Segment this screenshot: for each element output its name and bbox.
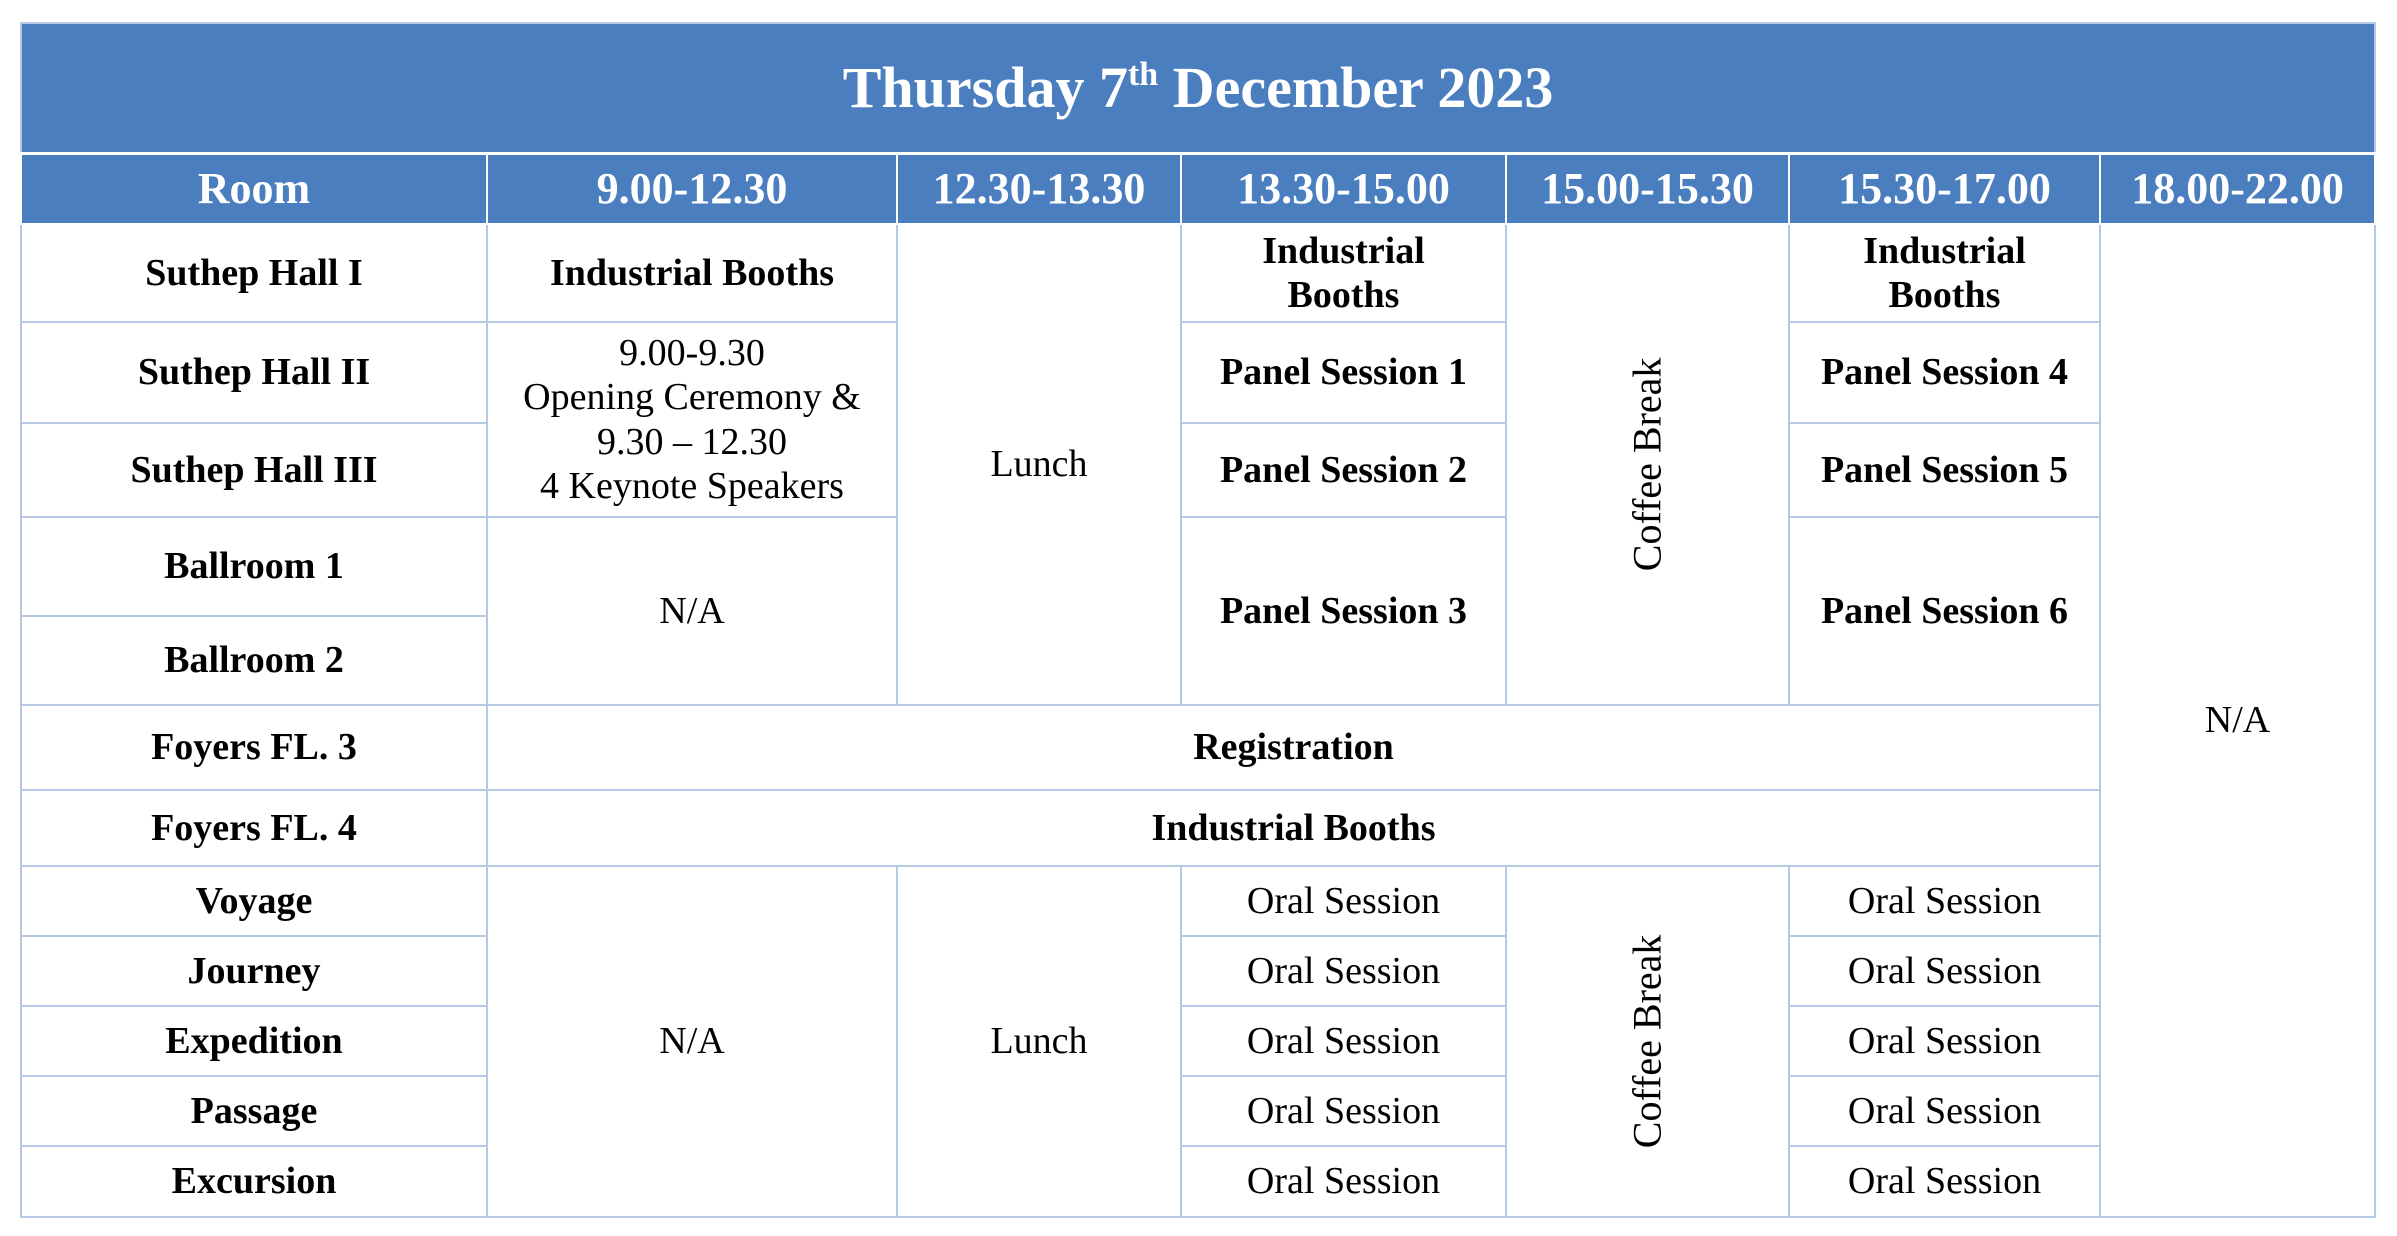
oral-session-cell: Oral Session — [1181, 936, 1506, 1006]
lunch-cell: Lunch — [897, 224, 1181, 705]
room-excursion: Excursion — [21, 1146, 487, 1217]
oral-session-cell: Oral Session — [1789, 866, 2100, 936]
header-room: Room — [21, 153, 487, 224]
booths-cell — [1789, 224, 2100, 322]
panel-session-2: Panel Session 2 — [1181, 423, 1506, 517]
opening-line-1: 9.00-9.30 — [619, 331, 765, 374]
evening-na-cell: N/A — [2100, 224, 2375, 1217]
header-slot-6: 18.00-22.00 — [2100, 153, 2375, 224]
room-voyage: Voyage — [21, 866, 487, 936]
oral-session-cell: Oral Session — [1789, 1076, 2100, 1146]
schedule-table — [20, 22, 2376, 1218]
title-superscript: th — [1127, 55, 1159, 93]
booths-line-2: Booths — [1287, 274, 1400, 316]
opening-ceremony-cell — [487, 322, 897, 517]
opening-line-2: Opening Ceremony & — [523, 376, 861, 419]
header-slot-5: 15.30-17.00 — [1789, 153, 2100, 224]
room-foyers-fl3: Foyers FL. 3 — [21, 705, 487, 790]
lunch-cell: Lunch — [897, 866, 1181, 1217]
panel-session-3: Panel Session 3 — [1181, 517, 1506, 705]
panel-session-6: Panel Session 6 — [1789, 517, 2100, 705]
header-slot-3: 13.30-15.00 — [1181, 153, 1506, 224]
oral-session-cell: Oral Session — [1789, 936, 2100, 1006]
room-foyers-fl4: Foyers FL. 4 — [21, 790, 487, 866]
room-passage: Passage — [21, 1076, 487, 1146]
coffee-break-label: Coffee Break — [1624, 357, 1670, 572]
morning-na-cell: N/A — [487, 866, 897, 1217]
coffee-break-cell — [1506, 866, 1789, 1217]
panel-session-5: Panel Session 5 — [1789, 423, 2100, 517]
booths-cell: Industrial Booths — [487, 224, 897, 322]
booths-line-1: Industrial — [1262, 229, 1425, 272]
title-suffix: December 2023 — [1158, 54, 1554, 120]
schedule-title — [21, 23, 2375, 153]
morning-na-cell: N/A — [487, 517, 897, 705]
room-journey: Journey — [21, 936, 487, 1006]
oral-session-cell: Oral Session — [1789, 1006, 2100, 1076]
oral-session-cell: Oral Session — [1181, 1146, 1506, 1217]
coffee-break-label: Coffee Break — [1624, 934, 1670, 1149]
coffee-break-cell — [1506, 224, 1789, 705]
room-ballroom-2: Ballroom 2 — [21, 616, 487, 705]
oral-session-cell: Oral Session — [1789, 1146, 2100, 1217]
opening-line-3: 9.30 – 12.30 — [597, 420, 787, 463]
room-suthep-hall-1: Suthep Hall I — [21, 224, 487, 322]
oral-session-cell: Oral Session — [1181, 1076, 1506, 1146]
room-expedition: Expedition — [21, 1006, 487, 1076]
oral-session-cell: Oral Session — [1181, 1006, 1506, 1076]
foyer-booths-cell: Industrial Booths — [487, 790, 2100, 866]
panel-session-4: Panel Session 4 — [1789, 322, 2100, 423]
booths-cell — [1181, 224, 1506, 322]
booths-line-2: Booths — [1888, 274, 2001, 316]
panel-session-1: Panel Session 1 — [1181, 322, 1506, 423]
header-slot-1: 9.00-12.30 — [487, 153, 897, 224]
registration-cell: Registration — [487, 705, 2100, 790]
header-slot-2: 12.30-13.30 — [897, 153, 1181, 224]
room-suthep-hall-2: Suthep Hall II — [21, 322, 487, 423]
room-suthep-hall-3: Suthep Hall III — [21, 423, 487, 517]
header-slot-4: 15.00-15.30 — [1506, 153, 1789, 224]
booths-line-1: Industrial — [1863, 229, 2026, 272]
oral-session-cell: Oral Session — [1181, 866, 1506, 936]
title-prefix: Thursday 7 — [842, 54, 1128, 120]
room-ballroom-1: Ballroom 1 — [21, 517, 487, 616]
opening-line-4: 4 Keynote Speakers — [540, 464, 844, 507]
